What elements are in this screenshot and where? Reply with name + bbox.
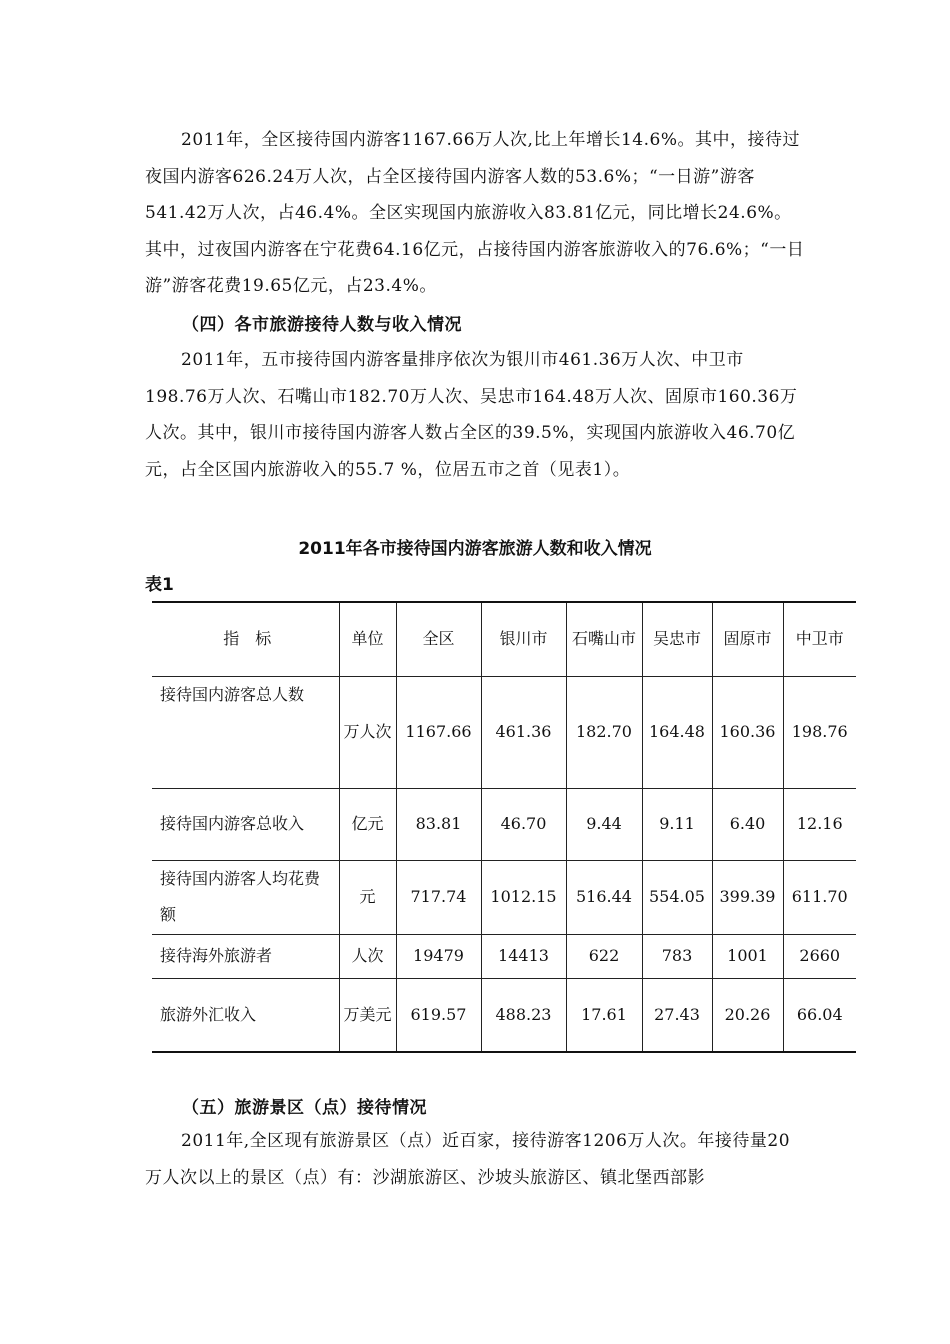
header-yinchuan: 银川市: [481, 602, 566, 676]
header-region: 全区: [396, 602, 481, 676]
table-cell: 1167.66: [396, 676, 481, 788]
section-heading-4: （四）各市旅游接待人数与收入情况: [182, 315, 462, 335]
table-row: [152, 788, 856, 860]
section-heading-5: （五）旅游景区（点）接待情况: [182, 1098, 427, 1118]
table-cell: 83.81: [396, 788, 481, 860]
table-caption: 2011年各市接待国内游客旅游人数和收入情况: [298, 539, 652, 559]
table-cell: 6.40: [712, 788, 783, 860]
table-cell: 516.44: [566, 860, 642, 934]
table-row: [152, 676, 856, 788]
table-cell: 717.74: [396, 860, 481, 934]
header-unit: 单位: [339, 602, 396, 676]
table-cell: 46.70: [481, 788, 566, 860]
table-cell: 2660: [783, 934, 856, 978]
table-cell: 182.70: [566, 676, 642, 788]
row-label: 接待国内游客人均花费额: [152, 860, 339, 934]
table-cell: 461.36: [481, 676, 566, 788]
table-cell: 164.48: [642, 676, 712, 788]
table-cell: 611.70: [783, 860, 856, 934]
table-cell: 399.39: [712, 860, 783, 934]
table-row: [152, 860, 856, 934]
table-cell: 198.76: [783, 676, 856, 788]
paragraph-city-ranking: 2011年，五市接待国内游客量排序依次为银川市461.36万人次、中卫市198.76万人次、石嘴山市182.70万人次、吴忠市164.48万人次、固原市160.36万人次。其中，银川市接待国内游客人数占全区的39.5%，实现国内旅游收入46.70亿元，占全区国内旅游收入的55.7 %，位居五市之首（见表1）。: [145, 350, 798, 480]
table-row: [152, 934, 856, 978]
table-cell: 17.61: [566, 978, 642, 1052]
table-header-row: [152, 602, 856, 676]
table-cell: 元: [339, 860, 396, 934]
table-cell: 783: [642, 934, 712, 978]
table-cell: 人次: [339, 934, 396, 978]
table-cell: 万人次: [339, 676, 396, 788]
row-label: 接待国内游客总人数: [152, 676, 339, 788]
paragraph-scenic-spots: 2011年,全区现有旅游景区（点）近百家，接待游客1206万人次。年接待量20万人次以上的景区（点）有：沙湖旅游区、沙坡头旅游区、镇北堡西部影: [145, 1131, 791, 1188]
table-cell: 622: [566, 934, 642, 978]
table-cell: 554.05: [642, 860, 712, 934]
table-cell: 619.57: [396, 978, 481, 1052]
table-cell: 20.26: [712, 978, 783, 1052]
table-cell: 12.16: [783, 788, 856, 860]
header-wuzhong: 吴忠市: [642, 602, 712, 676]
table-cell: 9.11: [642, 788, 712, 860]
row-label: 接待国内游客总收入: [152, 788, 339, 860]
table-cell: 66.04: [783, 978, 856, 1052]
header-shizuishan: 石嘴山市: [566, 602, 642, 676]
header-guyuan: 固原市: [712, 602, 783, 676]
table-cell: 14413: [481, 934, 566, 978]
table-cell: 1012.15: [481, 860, 566, 934]
table-cell: 1001: [712, 934, 783, 978]
row-label: 旅游外汇收入: [152, 978, 339, 1052]
table-cell: 488.23: [481, 978, 566, 1052]
city-tourism-table: [152, 601, 856, 1053]
table-cell: 160.36: [712, 676, 783, 788]
table-row: [152, 978, 856, 1052]
table-cell: 27.43: [642, 978, 712, 1052]
table-cell: 万美元: [339, 978, 396, 1052]
table-cell: 9.44: [566, 788, 642, 860]
header-indicator: 指 标: [152, 602, 339, 676]
table-label: 表1: [145, 575, 174, 595]
table-cell: 19479: [396, 934, 481, 978]
paragraph-domestic-tourists: 2011年，全区接待国内游客1167.66万人次,比上年增长14.6%。其中，接待过夜国内游客626.24万人次，占全区接待国内游客人数的53.6%；“一日游”游客541.42万人次，占46.4%。全区实现国内旅游收入83.81亿元，同比增长24.6%。其中，过夜国内游客在宁花费64.16亿元，占接待国内游客旅游收入的76.6%；“一日游”游客花费19.65亿元，占23.4%。: [145, 130, 805, 296]
header-zhongwei: 中卫市: [783, 602, 856, 676]
row-label: 接待海外旅游者: [152, 934, 339, 978]
table-cell: 亿元: [339, 788, 396, 860]
